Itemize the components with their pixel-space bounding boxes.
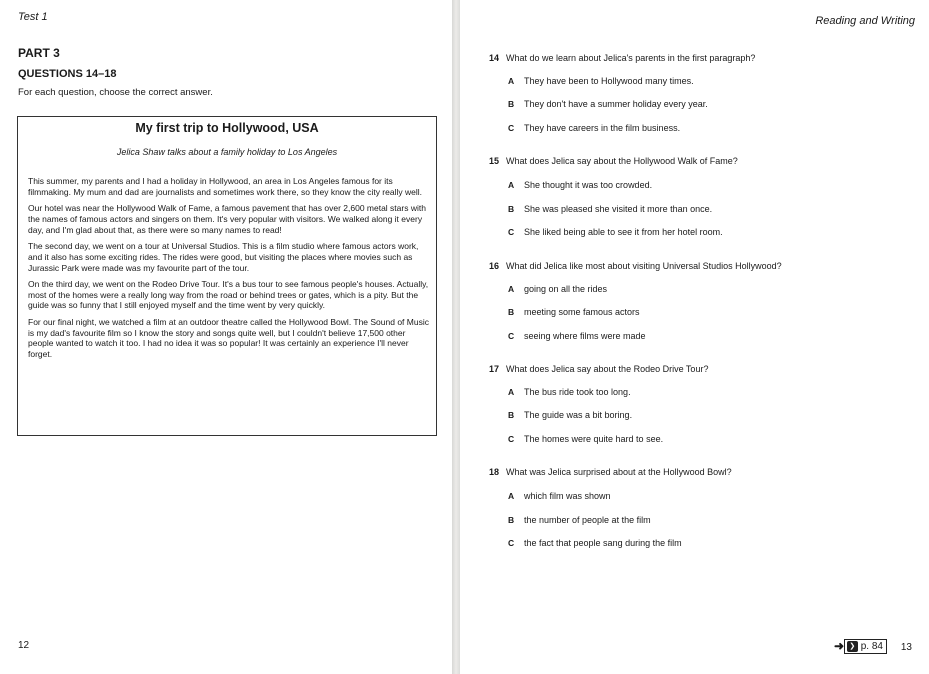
question-number: 16 [489,261,500,271]
article-title: My first trip to Hollywood, USA [135,121,319,135]
option-16a[interactable]: A going on all the rides [508,284,608,294]
option-18c[interactable]: C the fact that people sang during the film [508,538,682,548]
option-17b[interactable]: B The guide was a bit boring. [508,410,633,420]
option-17a[interactable]: A The bus ride took too long. [508,387,631,397]
page-reference[interactable] [844,639,887,654]
article-body [28,176,432,365]
question-number: 18 [489,467,500,477]
article-paragraph: On the third day, we went on the Rodeo Drive Tour. It's a bus tour to see famous people's houses. Actually, most of the homes were a really long way from the road or behind trees or gates, which is a pity. But the guide was so funny that I still enjoyed myself and the time went by very quickly. [28,278,429,311]
article-subtitle: Jelica Shaw talks about a family holiday to Los Angeles [116,147,338,157]
option-14c[interactable]: C They have careers in the film business. [508,123,681,133]
question-number: 14 [489,53,500,63]
article-paragraph: Our hotel was near the Hollywood Walk of Fame, a famous pavement that has over 2,600 metal stars with the names of famous actors and singers on them. It's very popular with visitors. We walked along it every day, and I'm glad about that, as there were so many names to read! [28,203,426,235]
article-paragraph: This summer, my parents and I had a holiday in Hollywood, an area in Los Angeles famous for its filmmaking. My mum and dad are journalists and sometimes work there, so they know the city really well. [28,176,422,197]
question-text: What did Jelica like most about visiting Universal Studios Hollywood? [506,261,782,271]
question-text: What does Jelica say about the Rodeo Drive Tour? [506,364,709,374]
reference-icon: ❯ [847,641,858,652]
article-paragraph: The second day, we went on a tour at Universal Studios. This is a film studio where famous actors work, and it also has some exciting rides. The rides were good, but visiting the places where movies such as Jurassic Park were made was my favourite part of the tour. [28,240,419,273]
question-text: What does Jelica say about the Hollywood Walk of Fame? [506,156,738,166]
option-18a[interactable]: A which film was shown [508,491,611,501]
article-paragraph: For our final night, we watched a film at an outdoor theatre called the Hollywood Bowl. The Sound of Music is my dad's favourite film so I know the story and songs quite well, but I couldn't believe 17,500 other people wanted to watch it too. I had no idea it was so popular! It was certainly an experience I'll never forget. [28,316,429,360]
question-18 [489,467,732,477]
option-15c[interactable]: C She liked being able to see it from her hotel room. [508,227,723,237]
page-number-left: 12 [18,640,30,651]
questions-title: QUESTIONS 14–18 [18,68,117,80]
left-page [0,0,452,674]
question-16 [489,261,782,271]
running-head-right: Reading and Writing [815,15,915,27]
right-page [460,0,929,674]
option-18b[interactable]: B the number of people at the film [508,515,651,525]
question-text: What do we learn about Jelica's parents in the first paragraph? [506,53,756,63]
option-14a[interactable]: A They have been to Hollywood many times. [508,76,694,86]
option-14b[interactable]: B They don't have a summer holiday every year. [508,99,708,109]
arrow-right-icon: ➜ [833,639,844,653]
book-gutter [452,0,460,674]
article-box [17,116,437,436]
option-17c[interactable]: C The homes were quite hard to see. [508,434,664,444]
option-15a[interactable]: A She thought it was too crowded. [508,180,653,190]
question-text: What was Jelica surprised about at the Hollywood Bowl? [506,467,732,477]
page-reference-label: p. 84 [860,641,883,652]
running-head-left: Test 1 [18,11,48,23]
question-17 [489,364,708,374]
page-number-right: 13 [900,642,912,653]
part-title: PART 3 [18,46,60,60]
instruction-text: For each question, choose the correct answer. [18,87,213,98]
question-15 [489,156,738,166]
question-number: 17 [489,364,500,374]
option-16c[interactable]: C seeing where films were made [508,331,646,341]
option-15b[interactable]: B She was pleased she visited it more than once. [508,204,713,214]
option-16b[interactable]: B meeting some famous actors [508,307,640,317]
question-14 [489,53,755,63]
question-number: 15 [489,156,500,166]
